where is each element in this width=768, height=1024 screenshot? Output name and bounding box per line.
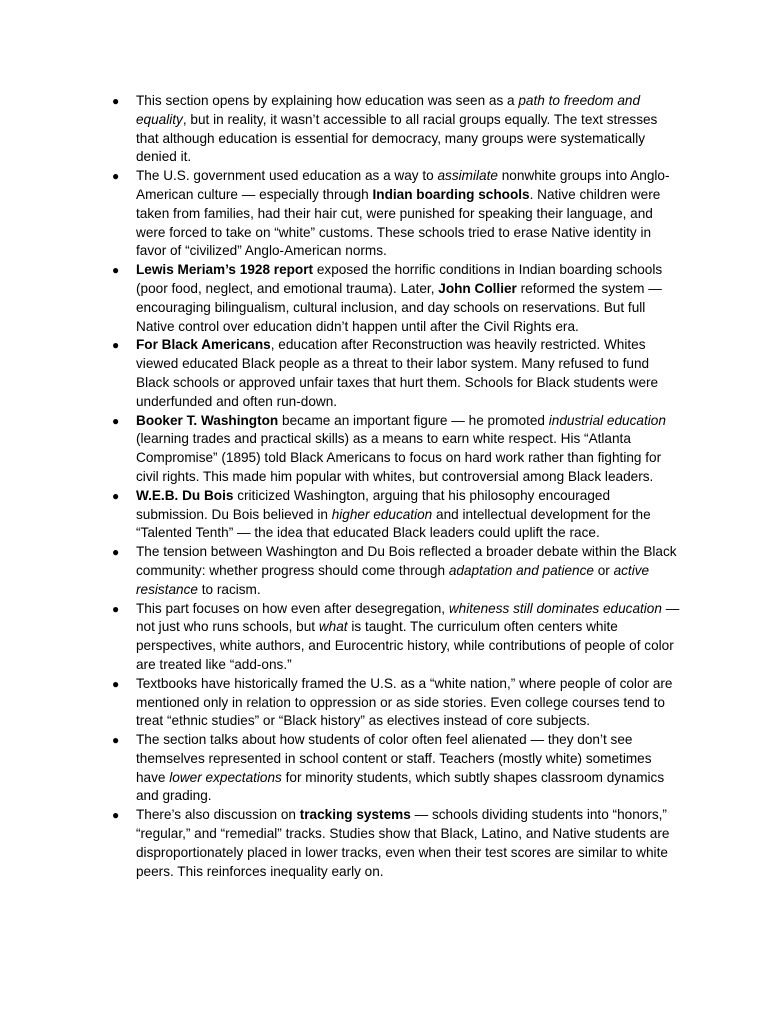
bullet-item (112, 412, 682, 487)
text-run: The U.S. government used education as a way to (136, 168, 438, 184)
italic-text: active resistance (136, 562, 650, 597)
bold-text: tracking systems (299, 807, 411, 823)
bullet-text (136, 676, 672, 729)
text-run: Textbooks have historically framed the U.S. as a “white nation,” where people of color are mentioned only in relation to oppression or as side stories. Even college courses tend to treat “ethnic studies” or “Black history” as electives instead of core subjects. (136, 675, 673, 729)
bullet-text (136, 807, 669, 878)
text-run: . Native children were taken from families, had their hair cut, were punished for speaking their language, and were forced to take on “white” customs. These schools tried to erase Native identity in favor of “civilized” Anglo-American norms. (136, 186, 661, 259)
bullet-dot-icon: ● (112, 676, 120, 691)
bullet-text (136, 601, 679, 672)
bullet-item (112, 600, 682, 675)
bullet-dot-icon: ● (112, 488, 120, 503)
bullet-dot-icon: ● (112, 94, 120, 108)
text-run: nonwhite groups into Anglo-American culture — especially through (136, 168, 670, 202)
italic-text: higher education (331, 506, 433, 522)
text-run: There’s also discussion on (136, 807, 300, 823)
bullet-item (112, 336, 682, 411)
text-run: to racism. (197, 581, 261, 597)
bullet-item (112, 675, 682, 731)
italic-text: assimilate (437, 168, 498, 184)
bullet-item (112, 806, 682, 881)
bullet-text (136, 93, 657, 164)
bullet-text (136, 168, 670, 258)
italic-text: lower expectations (169, 769, 282, 785)
bullet-item (112, 543, 682, 599)
text-run: exposed the horrific conditions in Indian boarding schools (poor food, neglect, and emotional trauma). Later, (136, 262, 663, 296)
text-run: became an important figure — he promoted (278, 412, 549, 428)
bold-text: Indian boarding schools (372, 186, 530, 202)
bullet-dot-icon: ● (112, 545, 120, 560)
bullet-text (136, 544, 677, 597)
text-run: is taught. The curriculum often centers white perspectives, white authors, and Eurocentric history, while contributions of people of color are treated like “add-ons.” (136, 619, 674, 672)
italic-text: whiteness still dominates education (448, 600, 662, 616)
bold-text: Booker T. Washington (136, 412, 279, 428)
text-run: , education after Reconstruction was heavily restricted. Whites viewed educated Black people as a threat to their labor system. Many refused to fund Black schools or approved unfair taxes that hurt them. Schools for Black students were underfunded and often run-down. (136, 337, 659, 409)
bullet-item (112, 92, 682, 167)
text-run: — schools dividing students into “honors,” “regular,” and “remedial” tracks. Studies show that Black, Latino, and Native students are disproportionately placed in lower tracks, even when their test scores are similar to white peers. This reinforces inequality early on. (136, 807, 670, 879)
bullet-item (112, 167, 682, 261)
text-run: or (593, 562, 614, 578)
bullet-dot-icon: ● (112, 338, 120, 353)
italic-text: path to freedom and equality (136, 93, 641, 127)
bullet-dot-icon: ● (112, 733, 120, 748)
bullet-list (112, 92, 682, 881)
bullet-text (136, 413, 666, 484)
bullet-dot-icon: ● (112, 263, 120, 278)
bullet-item (112, 731, 682, 806)
bullet-item (112, 261, 682, 336)
bold-text: Lewis Meriam’s 1928 report (136, 262, 314, 278)
bold-text: For Black Americans (136, 337, 271, 353)
bullet-text (136, 337, 658, 408)
text-run: (learning trades and practical skills) as a means to earn white respect. His “Atlanta Compromise” (1895) told Black Americans to focus on hard work rather than fighting for civil rights. This made him popular with whites, but controversial among Black leaders. (136, 431, 662, 484)
bullet-dot-icon: ● (112, 169, 120, 184)
text-run: reformed the system — encouraging bilingualism, cultural inclusion, and day schools on reservations. But full Native control over education didn’t happen until after the Civil Rights era. (136, 280, 662, 334)
text-run: This part focuses on how even after desegregation, (136, 600, 449, 616)
text-run: This section opens by explaining how education was seen as a (136, 93, 519, 108)
bullet-item (112, 487, 682, 543)
text-run: for minority students, which subtly shapes classroom dynamics and grading. (136, 769, 665, 804)
bullet-dot-icon: ● (112, 601, 120, 616)
text-run: criticized Washington, arguing that his philosophy encouraged submission. Du Bois believed in (136, 487, 611, 522)
text-run: The tension between Washington and Du Bois reflected a broader debate within the Black community: whether progress should come through (136, 544, 677, 578)
text-run: and intellectual development for the “Talented Tenth” — the idea that educated Black leaders could uplift the race. (136, 506, 651, 541)
italic-text: adaptation and patience (448, 562, 594, 578)
bullet-text (136, 488, 651, 541)
bullet-text (136, 262, 662, 333)
text-run: , but in reality, it wasn’t accessible to all racial groups equally. The text stresses that although education is essential for democracy, many groups were systematically denied it. (136, 111, 658, 165)
italic-text: industrial education (548, 412, 666, 428)
text-run: The section talks about how students of color often feel alienated — they don’t see themselves represented in school content or staff. Teachers (mostly white) sometimes have (136, 732, 652, 785)
bullet-text (136, 732, 664, 803)
bold-text: W.E.B. Du Bois (136, 487, 234, 503)
bold-text: John Collier (438, 280, 517, 296)
bullet-dot-icon: ● (112, 413, 120, 428)
bullet-dot-icon: ● (112, 808, 120, 823)
italic-text: what (318, 619, 348, 635)
text-run: — not just who runs schools, but (136, 600, 680, 635)
